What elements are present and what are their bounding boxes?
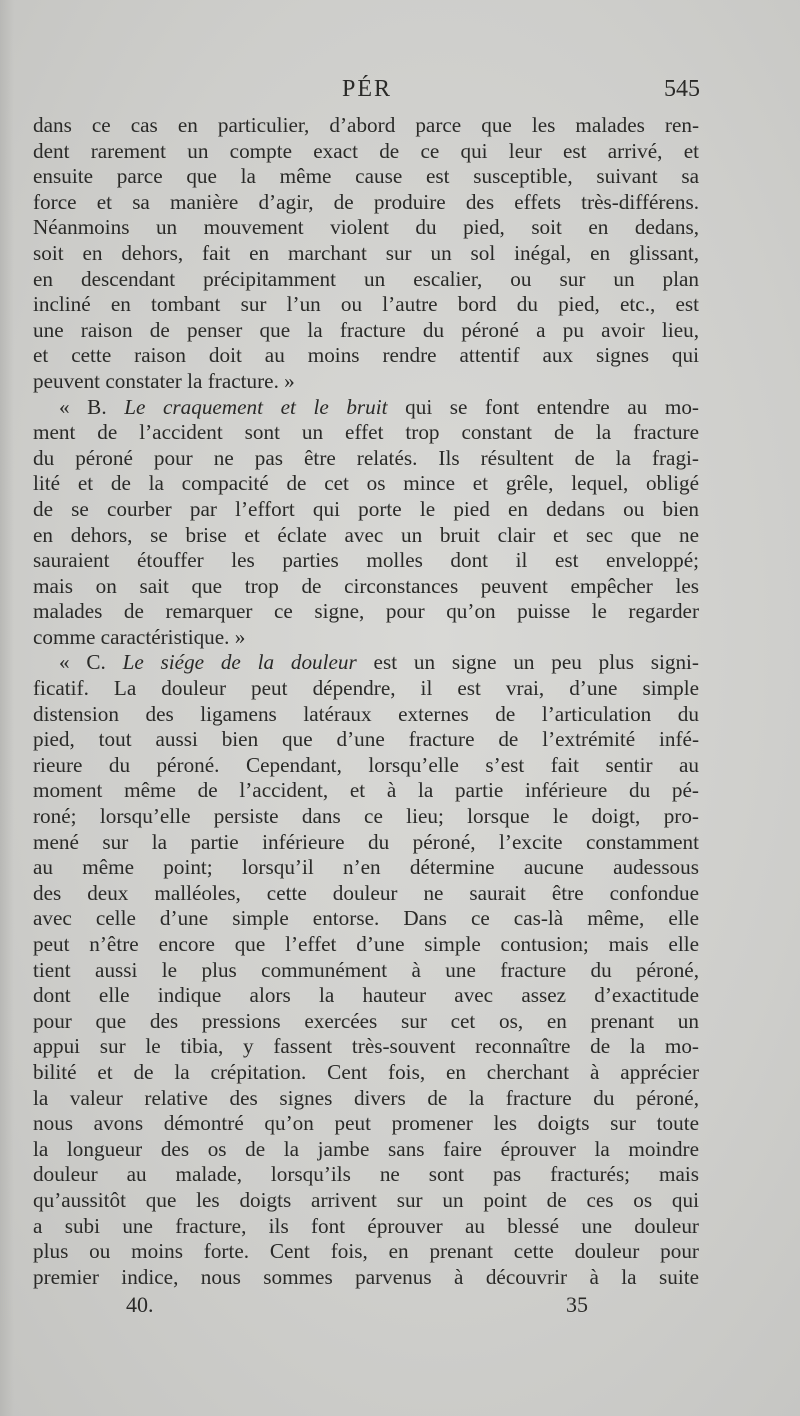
paragraph-b-first-line (33, 395, 699, 421)
text-line: ficatif. La douleur peut dépendre, il est vrai, d’une simple (33, 676, 699, 701)
text-line: du péroné pour ne pas être relatés. Ils résultent de la fragi- (33, 445, 699, 470)
volume-mark: 40. (126, 1292, 154, 1317)
text-line: appui sur le tibia, y fassent très-souvent reconnaître de la mo- (33, 1034, 699, 1059)
text-line: mené sur la partie inférieure du péroné, l’excite constamment (33, 829, 699, 854)
text-line: moment même de l’accident, et à la partie inférieure du pé- (33, 778, 699, 803)
text-line: peut n’être encore que l’effet d’une simple contusion; mais elle (33, 932, 699, 956)
text-line: dont elle indique alors la hauteur avec assez d’exactitude (33, 983, 699, 1008)
text-line: nous avons démontré qu’on peut promener les doigts sur toute (33, 1111, 699, 1136)
text-line: avec celle d’une simple entorse. Dans ce cas-là même, elle (33, 906, 699, 931)
paragraph-c-marker: « C. (59, 650, 123, 675)
text-line: qu’aussitôt que les doigts arrivent sur un point de ces os qui (33, 1187, 699, 1212)
paragraph-c-heading: Le siége de la douleur (122, 650, 357, 675)
text-line: premier indice, nous sommes parvenus à découvrir à la suite (33, 1264, 699, 1289)
text-line: plus ou moins forte. Cent fois, en prenant cette douleur pour (33, 1239, 699, 1264)
text-line: soit en dehors, fait en marchant sur un sol inégal, en glissant, (33, 240, 699, 265)
text-line: dans ce cas en particulier, d’abord parce que les malades ren- (33, 113, 699, 137)
text-line: en dehors, se brise et éclate avec un bruit clair et sec que ne (33, 522, 699, 547)
text-line: a subi une fracture, ils font éprouver au blessé une douleur (33, 1213, 699, 1238)
text-line: de se courber par l’effort qui porte le pied en dedans ou bien (33, 496, 699, 521)
text-line: au même point; lorsqu’il n’en détermine aucune audessous (33, 855, 699, 880)
paragraph-b-first-text: qui se font entendre au mo- (387, 394, 699, 419)
text-line: distension des ligamens latéraux externes de l’articulation du (33, 701, 699, 726)
text-line: lité et de la compacité de cet os mince et grêle, lequel, obligé (33, 471, 699, 496)
text-line: rieure du péroné. Cependant, lorsqu’elle s’est fait sentir au (33, 752, 699, 777)
text-line: tient aussi le plus communément à une fracture du péroné, (33, 957, 699, 982)
text-line: dent rarement un compte exact de ce qui leur est arrivé, et (33, 138, 699, 163)
text-line: mais on sait que trop de circonstances peuvent empêcher les (33, 573, 699, 598)
page-number: 545 (664, 76, 700, 102)
text-line: malades de remarquer ce signe, pour qu’on puisse le regarder (33, 599, 699, 624)
text-line: et cette raison doit au moins rendre attentif aux signes qui (33, 343, 699, 368)
text-line: la longueur des os de la jambe sans faire éprouver la moindre (33, 1136, 699, 1161)
page-gutter-shadow (0, 0, 14, 1416)
text-line: ensuite parce que la même cause est susceptible, suivant sa (33, 164, 699, 189)
text-line: pied, tout aussi bien que d’une fracture de l’extrémité infé- (33, 727, 699, 752)
text-line: bilité et de la crépitation. Cent fois, en cherchant à apprécier (33, 1059, 699, 1084)
page-header (34, 76, 700, 110)
body-text (33, 113, 699, 1290)
text-line: la valeur relative des signes divers de la fracture du péroné, (33, 1085, 699, 1110)
text-line: en descendant précipitamment un escalier, ou sur un plan (33, 266, 699, 291)
paragraph-b-heading: Le craquement et le bruit (124, 394, 388, 419)
text-line: sauraient étouffer les parties molles dont il est enveloppé; (33, 548, 699, 573)
text-line: force et sa manière d’agir, de produire des effets très-différens. (33, 189, 699, 214)
page-footer (34, 1292, 700, 1322)
paragraph-b-marker: « B. (59, 394, 125, 419)
text-line: incliné en tombant sur l’un ou l’autre bord du pied, etc., est (33, 292, 699, 317)
text-line: une raison de penser que la fracture du péroné a pu avoir lieu, (33, 317, 699, 342)
paragraph-c-first-text: est un signe un peu plus signi- (356, 650, 699, 675)
text-line: roné; lorsqu’elle persiste dans ce lieu; lorsque le doigt, pro- (33, 804, 699, 829)
text-line: Néanmoins un mouvement violent du pied, soit en dedans, (33, 215, 699, 240)
text-line: des deux malléoles, cette douleur ne saurait être confondue (33, 880, 699, 905)
text-line: douleur au malade, lorsqu’ils ne sont pas fracturés; mais (33, 1162, 699, 1187)
text-line: ment de l’accident sont un effet trop constant de la fracture (33, 420, 699, 445)
text-line: pour que des pressions exercées sur cet os, en prenant un (33, 1008, 699, 1033)
running-head: PÉR (341, 76, 392, 102)
paragraph-c-first-line (33, 650, 699, 676)
signature-mark: 35 (566, 1292, 588, 1317)
text-line: comme caractéristique. » (33, 624, 246, 649)
text-line: peuvent constater la fracture. » (33, 368, 295, 393)
